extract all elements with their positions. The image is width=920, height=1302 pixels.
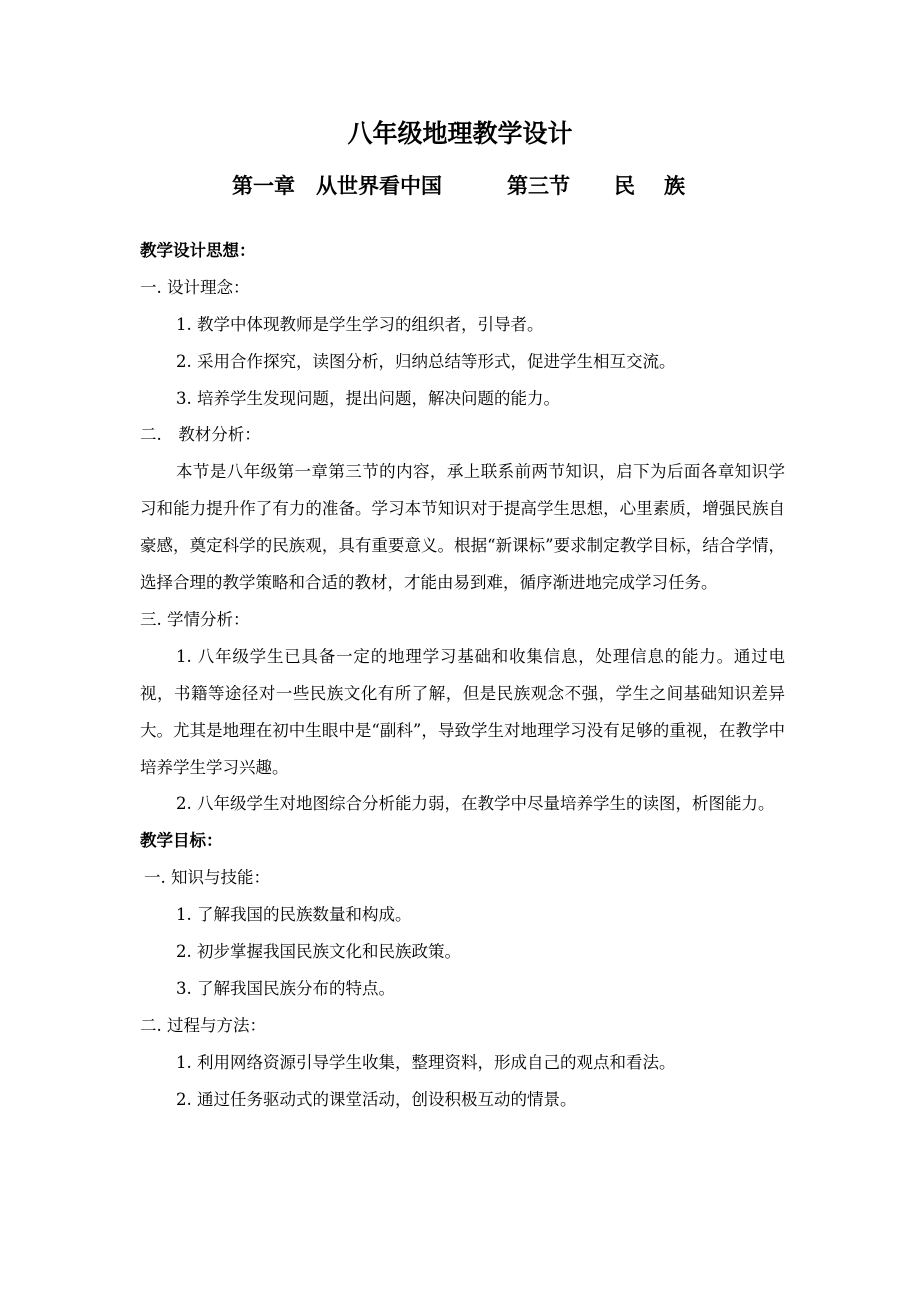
concept-item: 3. 培养学生发现问题，提出问题，解决问题的能力。 [176,388,560,408]
material-paragraph: 本节是八年级第一章第三节的内容，承上联系前两节知识，启下为后面各章知识学习和能力提升作了有力的准备。学习本节知识对于提高学生思想，心里素质，增强民族自豪感，奠定科学的民族观，具有重要意义。根据“新课标”要求制定教学目标，结合学情，选择合理的教学策略和合适的教材，才能由易到难，循序渐进地完成学习任务。 [140,462,785,593]
document-subtitle [0,168,920,204]
subtitle-topic-first: 民 [614,174,635,198]
subtitle-topic-second: 族 [664,174,685,198]
subtitle-section: 第三节 [507,174,570,198]
knowledge-item: 1. 了解我国的民族数量和构成。 [176,905,412,925]
goals-heading: 教学目标： [140,831,223,851]
knowledge-heading: 一. 知识与技能： [144,868,270,888]
subtitle-chapter: 第一章 从世界看中国 [232,174,442,198]
students-item: 2. 八年级学生对地图综合分析能力弱，在教学中尽量培养学生的读图，析图能力。 [176,794,775,814]
concept-item: 1. 教学中体现教师是学生学习的组织者，引导者。 [176,314,544,334]
design-thoughts-heading: 教学设计思想： [140,241,256,260]
document-title: 八年级地理教学设计 [347,119,573,148]
process-item: 2. 通过任务驱动式的课堂活动，创设积极互动的情景。 [176,1089,577,1109]
concept-heading: 一. 设计理念： [140,277,250,297]
knowledge-item: 3. 了解我国民族分布的特点。 [176,978,395,998]
students-heading: 三. 学情分析： [140,609,250,629]
material-heading: 二. 教材分析： [140,425,261,445]
process-item: 1. 利用网络资源引导学生收集，整理资料，形成自己的观点和看法。 [176,1052,676,1072]
knowledge-item: 2. 初步掌握我国民族文化和民族政策。 [176,942,461,962]
process-heading: 二. 过程与方法： [140,1015,266,1035]
concept-item: 2. 采用合作探究，读图分析，归纳总结等形式，促进学生相互交流。 [176,351,676,371]
students-item: 1. 八年级学生已具备一定的地理学习基础和收集信息，处理信息的能力。通过电视，书籍等途径对一些民族文化有所了解，但是民族观念不强，学生之间基础知识差异大。尤其是地理在初中生眼中是“副科”，导致学生对地理学习没有足够的重视，在教学中培养学生学习兴趣。 [140,646,785,777]
document-body [140,233,785,1119]
